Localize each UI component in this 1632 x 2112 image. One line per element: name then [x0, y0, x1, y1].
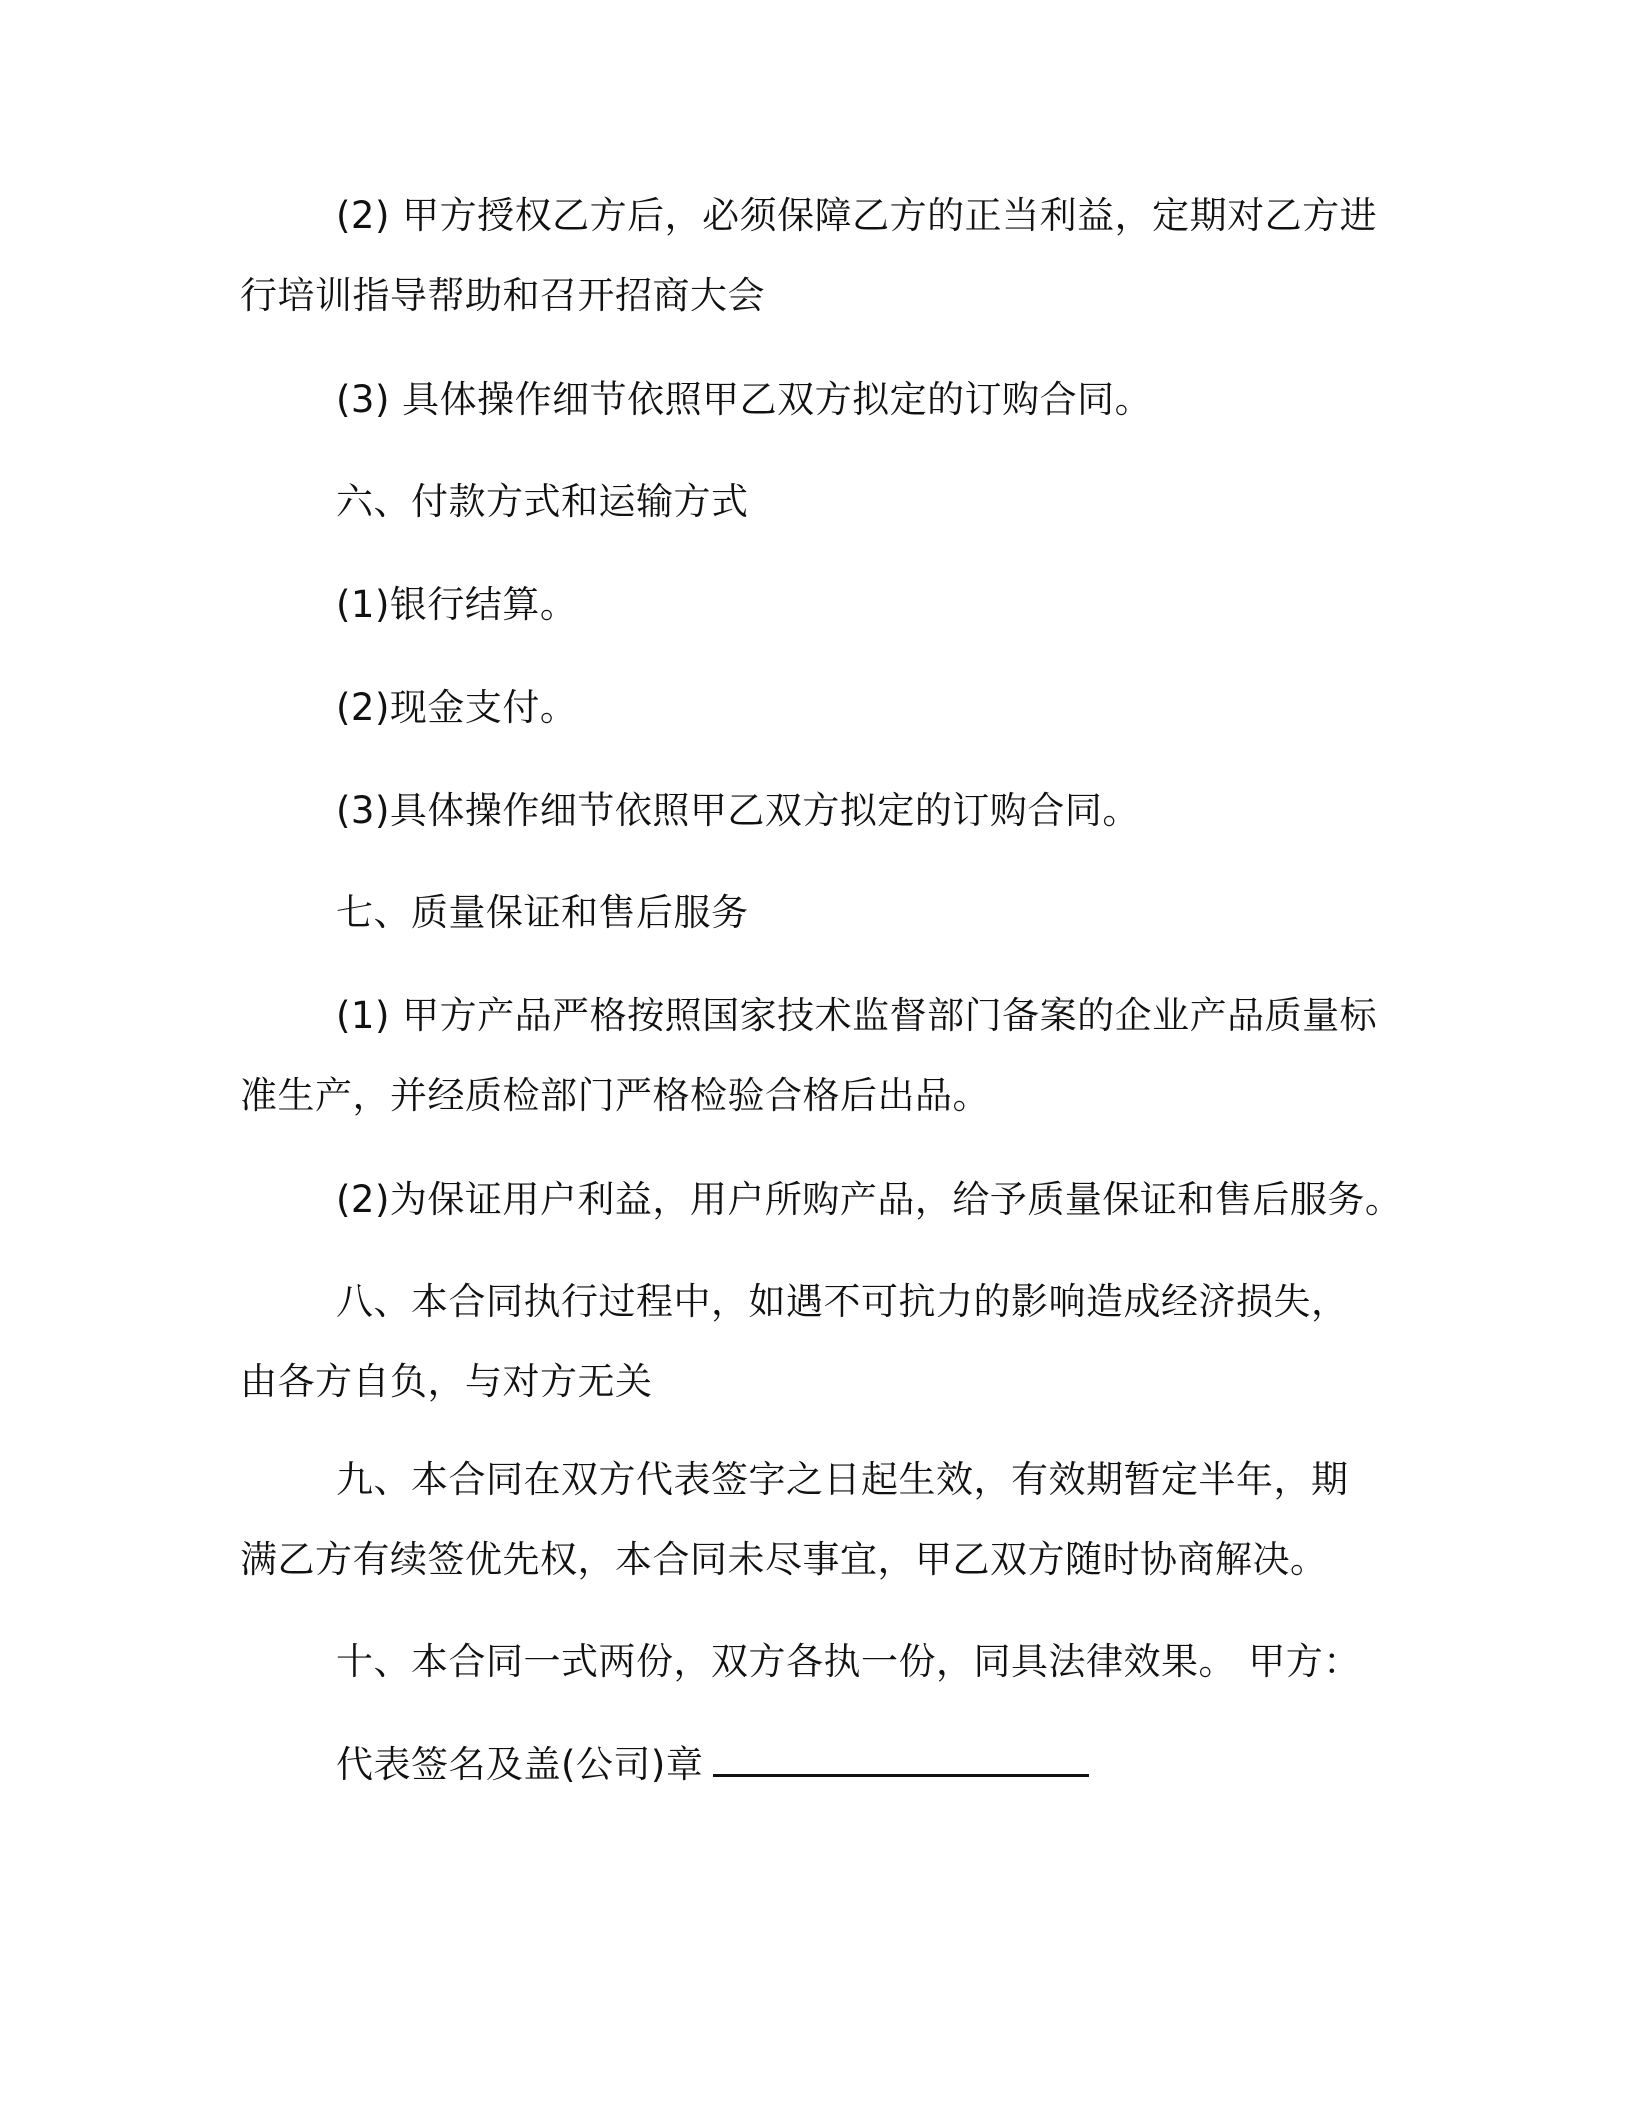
paragraph-clause-5-2: (2) 甲方授权乙方后，必须保障乙方的正当利益，定期对乙方进行培训指导帮助和召开招商大会 — [240, 194, 1378, 317]
paragraph-section-8: 八、本合同执行过程中，如遇不可抗力的影响造成经济损失，由各方自负，与对方无关 — [240, 1280, 1349, 1403]
paragraph-section-10: 十、本合同一式两份，双方各执一份，同具法律效果。 甲方： — [336, 1640, 1361, 1683]
signature-line — [240, 1725, 1380, 1805]
paragraph-clause-7-2: (2)为保证用户利益，用户所购产品，给予质量保证和售后服务。 — [336, 1178, 1403, 1221]
signature-blank[interactable] — [713, 1734, 1089, 1777]
heading-section-6: 六、付款方式和运输方式 — [336, 480, 749, 523]
paragraph-section-9: 九、本合同在双方代表签字之日起生效，有效期暂定半年，期满乙方有续签优先权，本合同未尽事宜，甲乙双方随时协商解决。 — [240, 1458, 1349, 1581]
paragraph-clause-6-2: (2)现金支付。 — [336, 686, 578, 729]
heading-section-7: 七、质量保证和售后服务 — [336, 891, 749, 934]
paragraph-clause-5-3: (3) 具体操作细节依照甲乙双方拟定的订购合同。 — [336, 378, 1153, 421]
paragraph-clause-7-1: (1) 甲方产品严格按照国家技术监督部门备案的企业产品质量标准生产，并经质检部门严格检验合格后出品。 — [240, 994, 1378, 1117]
signature-label: 代表签名及盖(公司)章 — [336, 1743, 704, 1786]
paragraph-clause-6-1: (1)银行结算。 — [336, 583, 578, 626]
paragraph-clause-6-3: (3)具体操作细节依照甲乙双方拟定的订购合同。 — [336, 789, 1140, 832]
